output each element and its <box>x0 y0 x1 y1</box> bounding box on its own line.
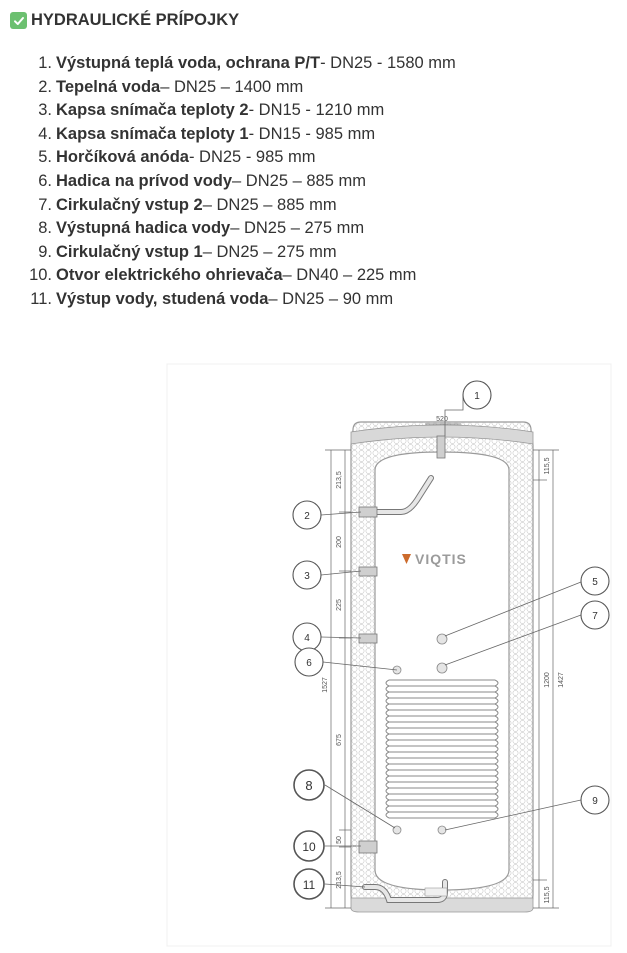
callout-7: 7 <box>592 611 598 622</box>
svg-text:520: 520 <box>436 416 448 423</box>
list-item: 9. Cirkulačný vstup 1 – DN25 – 275 mm <box>38 242 337 261</box>
check-mark-icon <box>10 12 27 29</box>
svg-text:675: 675 <box>336 734 343 746</box>
callout-10: 10 <box>302 840 316 854</box>
svg-text:115,5: 115,5 <box>544 886 551 904</box>
section-title: HYDRAULICKÉ PRÍPOJKY <box>31 11 240 29</box>
list-item: 5. Horčíková anóda - DN25 - 985 mm <box>38 148 316 167</box>
svg-text:1427: 1427 <box>558 672 565 688</box>
svg-text:1527: 1527 <box>322 677 329 693</box>
callout-5: 5 <box>592 577 598 588</box>
list-item: 4. Kapsa snímača teploty 1 - DN15 - 985 mm <box>38 124 376 143</box>
callout-2: 2 <box>304 511 310 522</box>
svg-text:213,5: 213,5 <box>336 871 343 889</box>
svg-text:213,5: 213,5 <box>336 471 343 489</box>
connections-list <box>20 52 456 312</box>
list-item: 3. Kapsa snímača teploty 2 - DN15 - 1210 mm <box>38 101 385 120</box>
svg-text:50: 50 <box>336 836 343 844</box>
list-item: 6. Hadica na prívod vody – DN25 – 885 mm <box>38 171 366 190</box>
svg-text:225: 225 <box>336 599 343 611</box>
callout-3: 3 <box>304 571 310 582</box>
callout-11: 11 <box>302 878 316 892</box>
list-item: 7. Cirkulačný vstup 2 – DN25 – 885 mm <box>38 195 337 214</box>
section-heading <box>10 11 239 30</box>
list-item: 8. Výstupná hadica vody – DN25 – 275 mm <box>38 219 365 238</box>
callout-9: 9 <box>592 796 598 807</box>
svg-text:200: 200 <box>336 536 343 548</box>
svg-text:1200: 1200 <box>544 672 551 688</box>
callout-6: 6 <box>306 658 312 669</box>
list-item: 11. Výstup vody, studená voda – DN25 – 90 mm <box>30 289 394 308</box>
list-item: 2. Tepelná voda – DN25 – 1400 mm <box>38 77 304 96</box>
list-item: 10. Otvor elektrického ohrievača – DN40 – 225 mm <box>29 266 417 285</box>
svg-text:VIQTIS: VIQTIS <box>415 551 467 567</box>
callout-8: 8 <box>305 778 313 793</box>
list-item: 1. Výstupná teplá voda, ochrana P/T - DN25 - 1580 mm <box>38 54 456 72</box>
callout-1: 1 <box>474 391 480 402</box>
callout-4: 4 <box>304 633 310 644</box>
tank-diagram <box>155 360 615 950</box>
svg-text:115,5: 115,5 <box>544 457 551 475</box>
